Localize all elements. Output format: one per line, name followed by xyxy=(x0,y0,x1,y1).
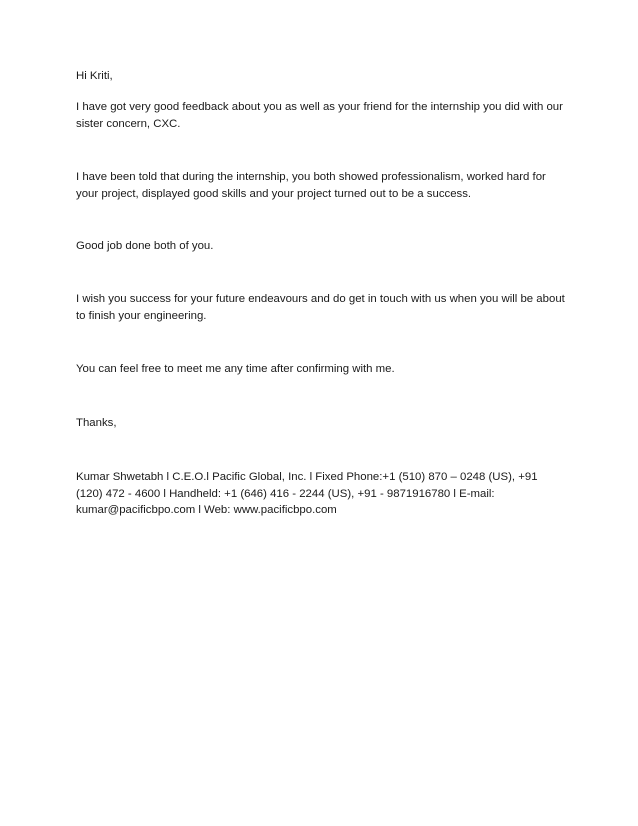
paragraph-good-job: Good job done both of you. xyxy=(76,240,214,252)
paragraph-meeting-invite: You can feel free to meet me any time after confirming with me. xyxy=(76,363,395,375)
paragraph-feedback: I have got very good feedback about you as well as your friend for the internship you did with our sister concern, CXC. xyxy=(76,101,563,130)
signature-block: Kumar Shwetabh l C.E.O.l Pacific Global, Inc. l Fixed Phone:+1 (510) 870 – 0248 (US), +91 (120) 472 - 4600 l Handheld: +1 (646) 416 - 2244 (US), +91 - 9871916780 l E-mail: kumar@pacificbpo.com l Web: www.pacificbpo.com xyxy=(76,471,538,516)
greeting: Hi Kriti, xyxy=(76,70,113,82)
paragraph-wishes: I wish you success for your future endeavours and do get in touch with us when you will be about to finish your engineering. xyxy=(76,293,565,322)
closing: Thanks, xyxy=(76,417,117,429)
paragraph-internship-performance: I have been told that during the internship, you both showed professionalism, worked hard for your project, displayed good skills and your project turned out to be a success. xyxy=(76,171,546,200)
